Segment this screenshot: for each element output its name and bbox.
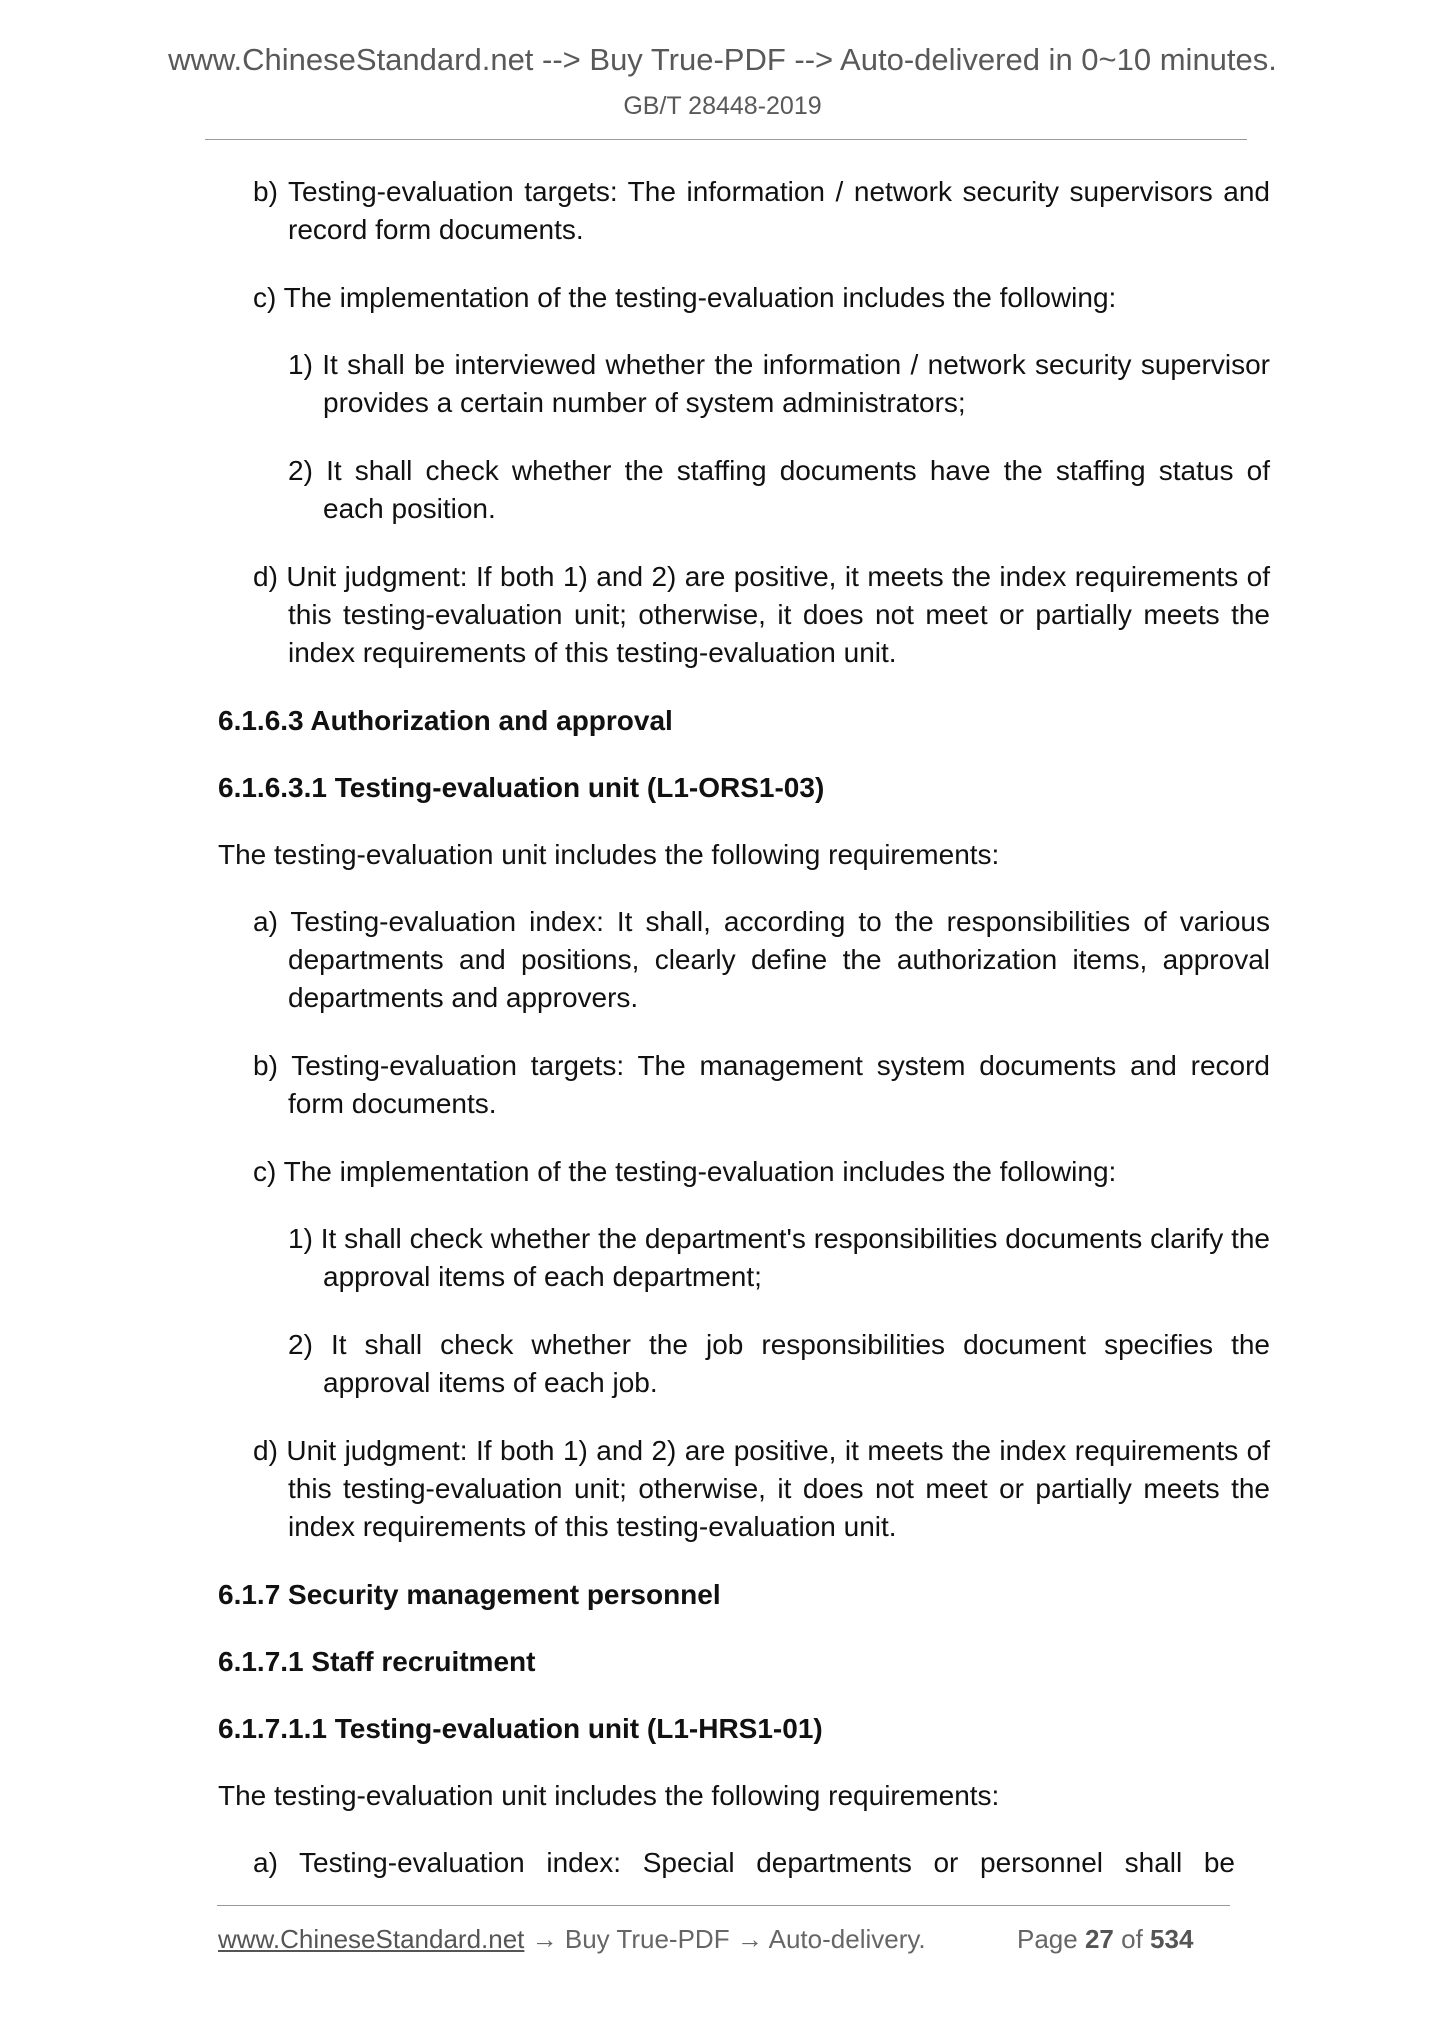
footer-divider [217,1905,1230,1906]
item-c2-step-2: 2) It shall check whether the job responsibilities document specifies the approval items of each job. [288,1329,1270,1398]
item-c-step-2: 2) It shall check whether the staffing documents have the staffing status of each position. [288,455,1270,524]
section-heading-6163: 6.1.6.3 Authorization and approval [218,705,673,736]
arrow-right-icon: → [531,1924,558,1954]
unit-intro: The testing-evaluation unit includes the following requirements: [218,839,1000,870]
section-heading-61631: 6.1.6.3.1 Testing-evaluation unit (L1-ORS1-03) [218,772,825,803]
footer-delivery-text: Auto-delivery. [768,1924,926,1954]
header-divider [205,139,1247,140]
page-label: Page [1017,1924,1078,1954]
item-a-index-2: a) Testing-evaluation index: Special departments or personnel shall be [253,1847,1235,1878]
page-total: 534 [1150,1924,1194,1954]
item-a-index: a) Testing-evaluation index: It shall, according to the responsibilities of various departments and positions, clearly define the authorization items, approval departments and approvers. [253,906,1270,1013]
standard-code: GB/T 28448-2019 [623,92,822,120]
header-banner: www.ChineseStandard.net --> Buy True-PDF --> Auto-delivered in 0~10 minutes. [168,42,1277,77]
section-heading-6171: 6.1.7.1 Staff recruitment [218,1646,536,1677]
item-b-targets-2: b) Testing-evaluation targets: The management system documents and record form documents. [253,1050,1270,1119]
footer-buy-text: Buy True-PDF [564,1924,730,1954]
item-d-judgment-2: d) Unit judgment: If both 1) and 2) are positive, it meets the index requirements of this testing-evaluation unit; otherwise, it does not meet or partially meets the index requirements of this testing-evaluation unit. [253,1435,1270,1542]
of-label: of [1121,1924,1143,1954]
page-number: 27 [1084,1924,1114,1954]
item-c-implementation: c) The implementation of the testing-evaluation includes the following: [253,282,1117,313]
section-heading-61711: 6.1.7.1.1 Testing-evaluation unit (L1-HRS1-01) [218,1713,823,1744]
page-counter [1017,1922,1193,1956]
item-d-judgment: d) Unit judgment: If both 1) and 2) are positive, it meets the index requirements of this testing-evaluation unit; otherwise, it does not meet or partially meets the index requirements of this testing-evaluation unit. [253,561,1270,668]
unit-intro-2: The testing-evaluation unit includes the following requirements: [218,1780,1000,1811]
arrow-right-icon: → [736,1924,763,1954]
item-b-targets: b) Testing-evaluation targets: The information / network security supervisors and record form documents. [253,176,1270,245]
item-c-step-1: 1) It shall be interviewed whether the information / network security supervisor provides a certain number of system administrators; [288,349,1270,418]
footer-promo [218,1922,926,1956]
item-c-implementation-2: c) The implementation of the testing-evaluation includes the following: [253,1156,1117,1187]
item-c2-step-1: 1) It shall check whether the department's responsibilities documents clarify the approval items of each department; [288,1223,1270,1292]
footer-site-link[interactable]: www.ChineseStandard.net [218,1924,525,1954]
section-heading-617: 6.1.7 Security management personnel [218,1579,721,1610]
